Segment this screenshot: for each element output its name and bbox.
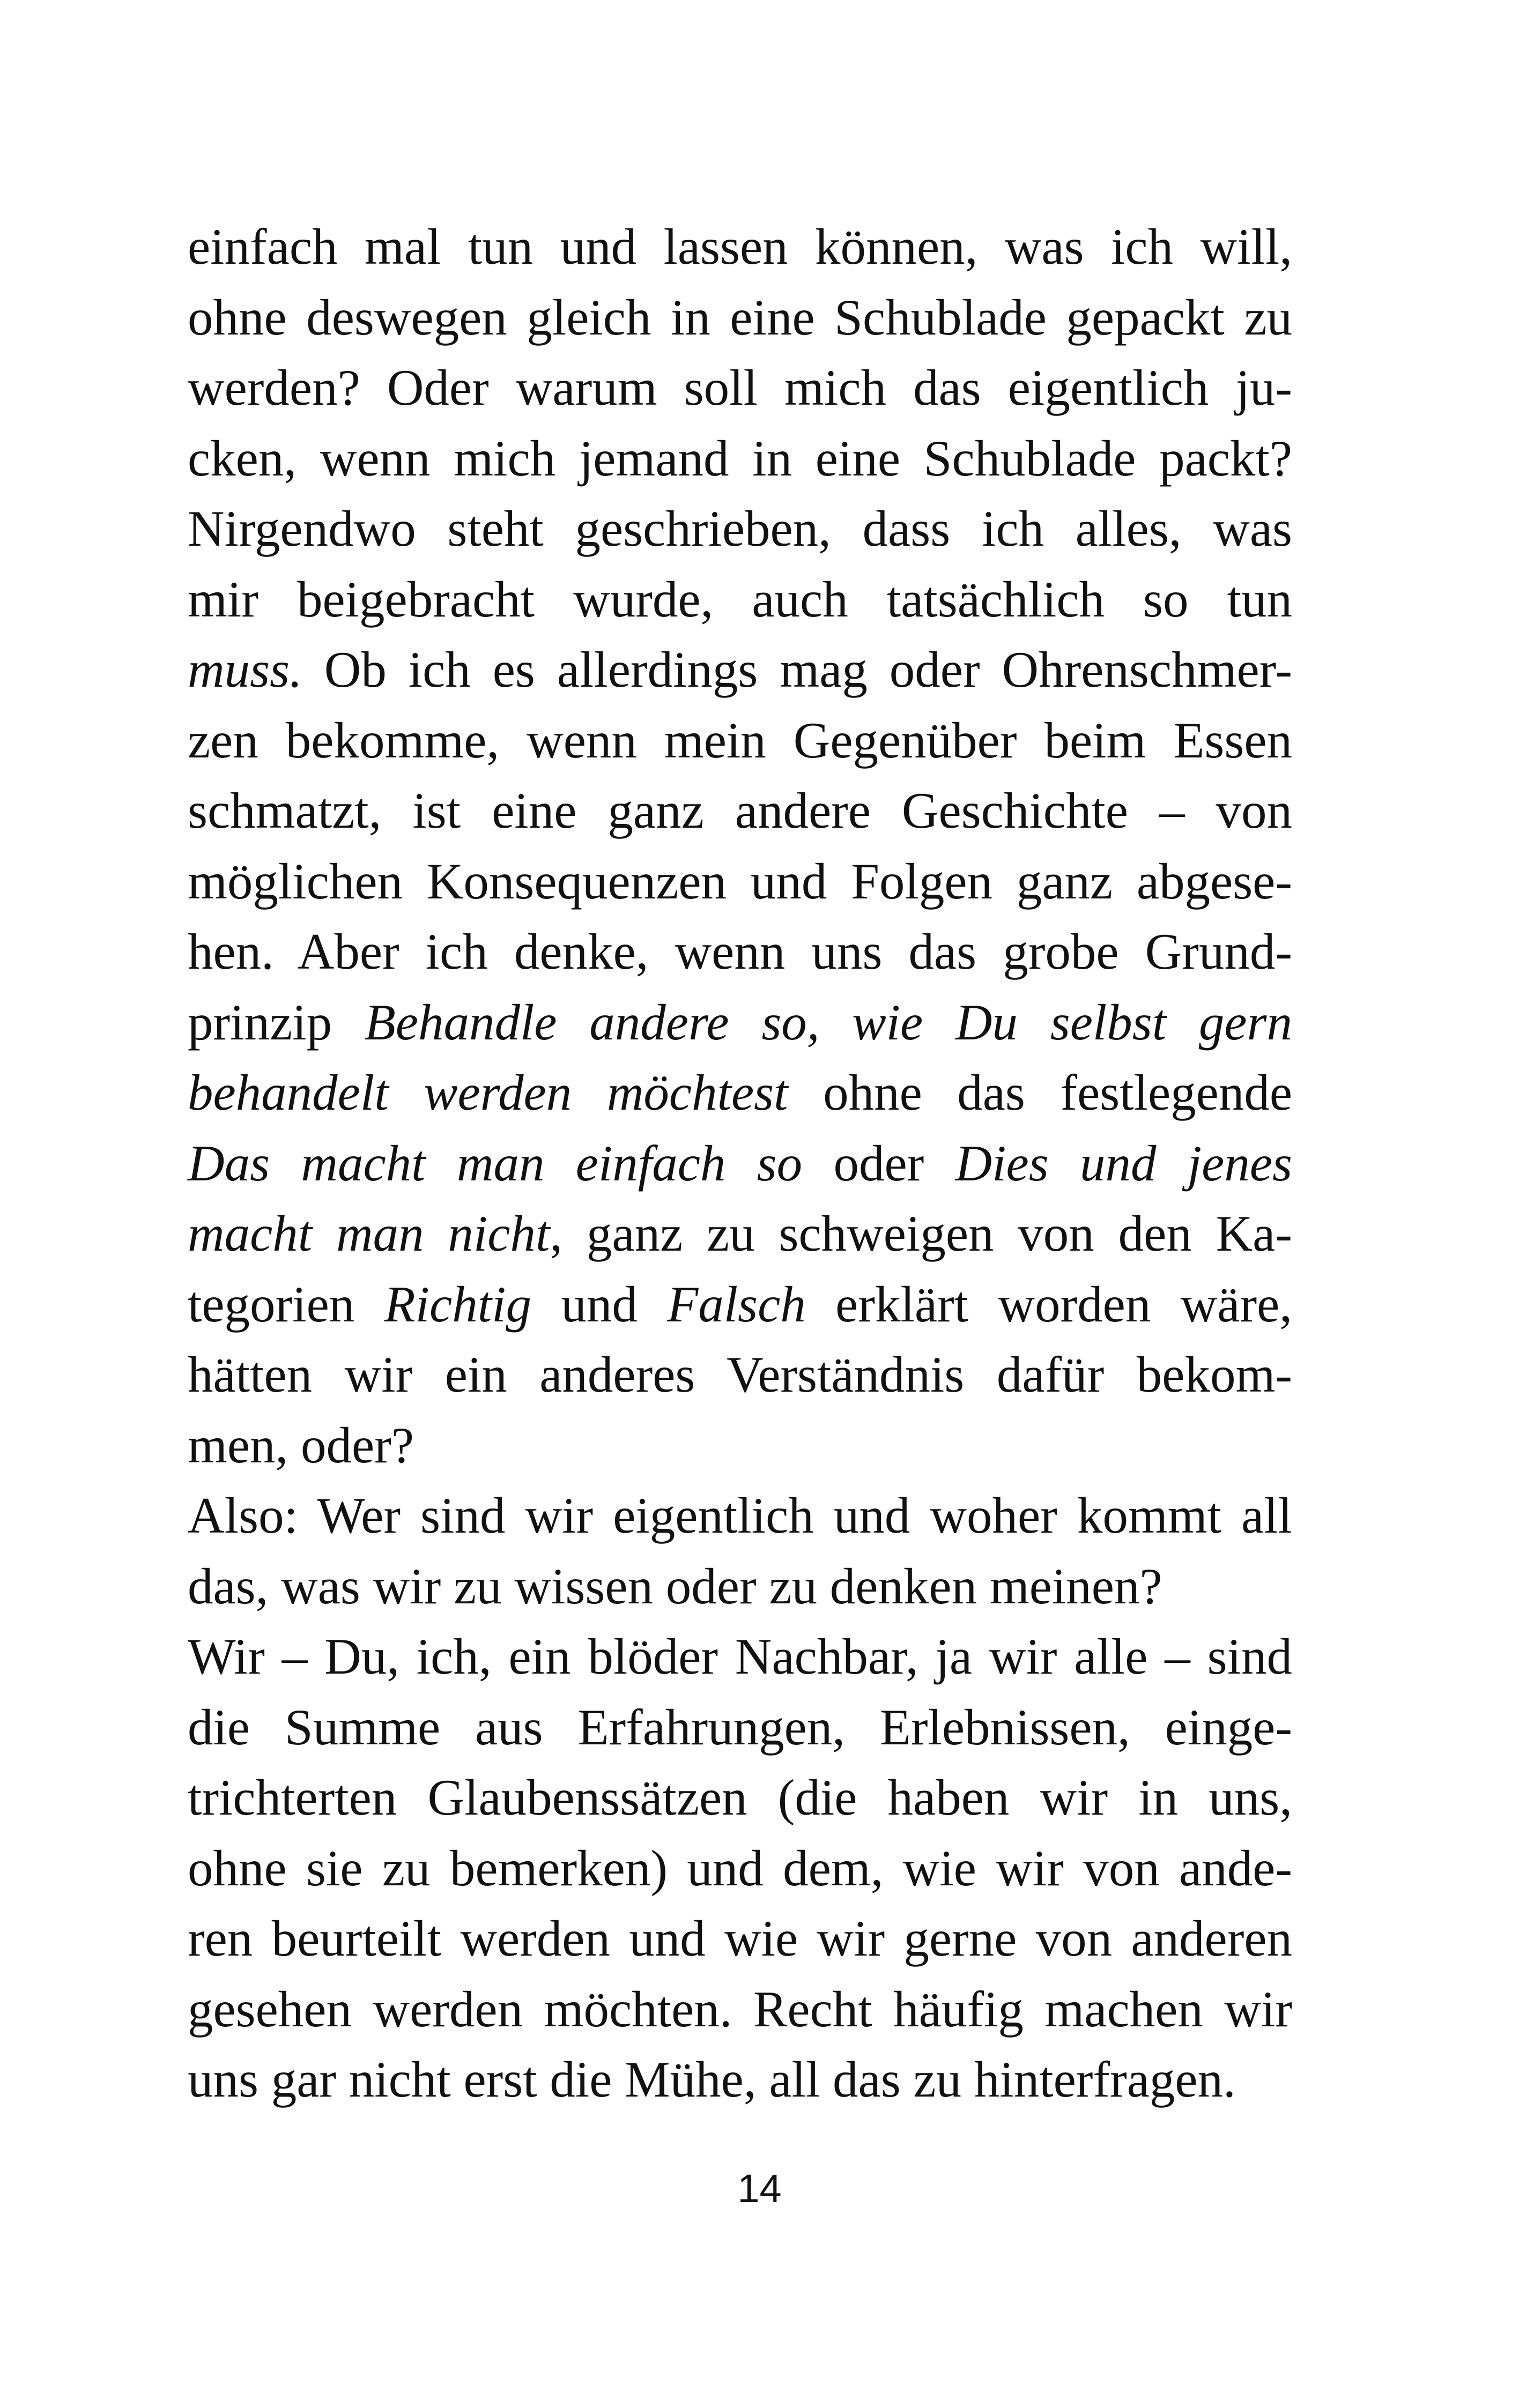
text-line: [188, 1269, 1292, 1340]
italic-text: muss.: [188, 641, 302, 698]
italic-text: behandelt werden möchtest: [188, 1064, 788, 1121]
text-run: ohne das festlegende: [788, 1064, 1292, 1121]
text-run: tegorien: [188, 1275, 384, 1333]
text-line: zen bekomme, wenn mein Gegenüber beim Essen: [188, 711, 1292, 769]
text-line: das, was wir zu wissen oder zu denken meinen?: [188, 1557, 1162, 1615]
text-line: möglichen Konsequenzen und Folgen ganz abgese-: [188, 852, 1292, 910]
text-run: prinzip: [188, 993, 365, 1051]
text-line: [188, 987, 1292, 1058]
text-line: [188, 1199, 1292, 1269]
text-line: trichterten Glaubenssätzen (die haben wir in uns,: [188, 1769, 1292, 1826]
text-run: Ob ich es allerdings mag oder Ohrenschmer-: [302, 641, 1292, 698]
text-line: Nirgendwo steht geschrieben, dass ich alles, was: [188, 500, 1292, 557]
italic-text: Dies und jenes: [955, 1134, 1292, 1192]
text-line: hätten wir ein anderes Verständnis dafür bekom-: [188, 1346, 1292, 1403]
text-line: ohne sie zu bemerken) und dem, wie wir von ande-: [188, 1839, 1292, 1897]
text-line: cken, wenn mich jemand in eine Schublade packt?: [188, 429, 1292, 487]
body-text: [188, 212, 1292, 2115]
text-line: [188, 1128, 1292, 1199]
text-line: einfach mal tun und lassen können, was ich will,: [188, 218, 1292, 275]
italic-text: Richtig: [384, 1275, 532, 1333]
text-line: Also: Wer sind wir eigentlich und woher kommt all: [188, 1487, 1292, 1544]
text-line: gesehen werden möchten. Recht häufig machen wir: [188, 1980, 1292, 2038]
text-line: ren beurteilt werden und wie wir gerne von anderen: [188, 1910, 1292, 1967]
text-line: [188, 635, 1292, 705]
italic-text: Das macht man einfach so: [188, 1134, 803, 1192]
text-run: und: [531, 1275, 668, 1333]
text-run: erklärt worden wäre,: [805, 1275, 1292, 1333]
text-line: schmatzt, ist eine ganz andere Geschichte – von: [188, 782, 1292, 839]
text-line: werden? Oder warum soll mich das eigentlich ju-: [188, 359, 1292, 416]
text-line: die Summe aus Erfahrungen, Erlebnissen, einge-: [188, 1698, 1292, 1756]
italic-text: Behandle andere so, wie Du selbst gern: [364, 993, 1293, 1051]
text-line: mir beigebracht wurde, auch tatsächlich so tun: [188, 570, 1292, 628]
text-run: oder: [802, 1134, 955, 1192]
text-line: ohne deswegen gleich in eine Schublade gepackt zu: [188, 288, 1292, 346]
text-line: hen. Aber ich denke, wenn uns das grobe Grund-: [188, 923, 1292, 980]
text-line: [188, 1058, 1292, 1128]
italic-text: macht man nicht: [188, 1205, 550, 1262]
text-line: uns gar nicht erst die Mühe, all das zu hinterfragen.: [188, 2051, 1236, 2108]
text-line: Wir – Du, ich, ein blöder Nachbar, ja wir alle – sind: [188, 1628, 1292, 1685]
text-run: , ganz zu schweigen von den Ka-: [550, 1205, 1292, 1262]
text-line: men, oder?: [188, 1416, 414, 1474]
italic-text: Falsch: [667, 1275, 806, 1333]
page-number: 14: [737, 2166, 782, 2211]
